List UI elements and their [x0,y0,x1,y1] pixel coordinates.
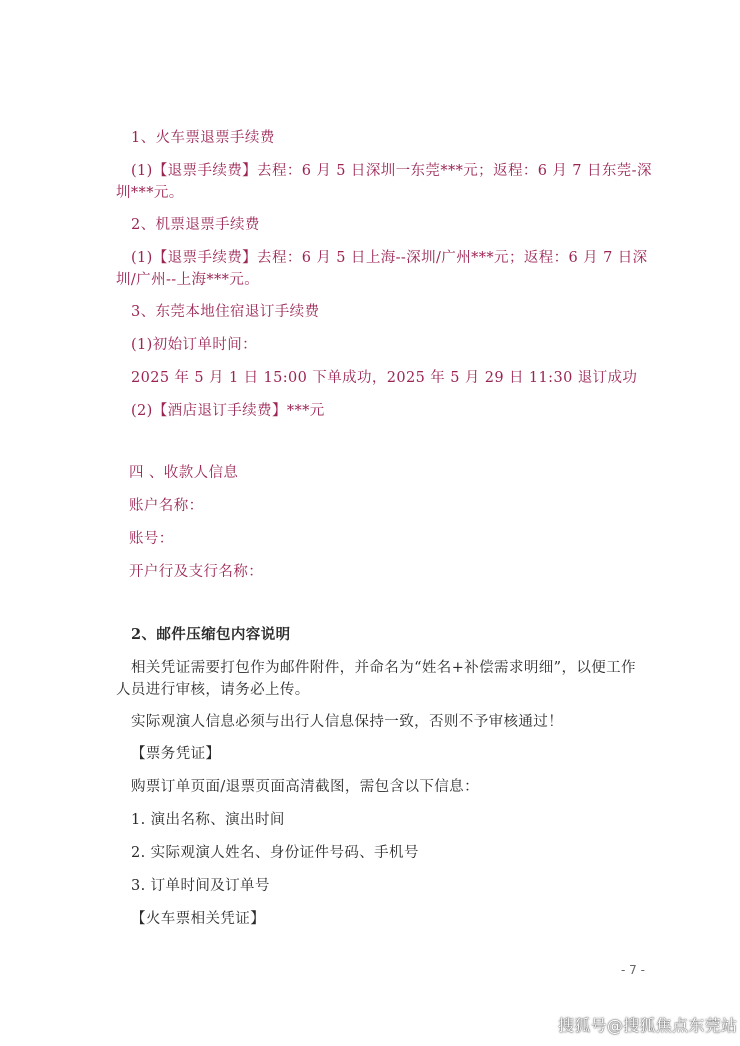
train-refund-line-1: (1)【退票手续费】去程：6 月 5 日深圳一东莞***元；返程：6 月 7 日东莞-深 [131,163,652,179]
email-section-heading: 2、邮件压缩包内容说明 [131,626,291,643]
flight-refund-line-1: (1)【退票手续费】去程：6 月 5 日上海--深圳/广州***元；返程：6 月 7 日深 [131,250,648,266]
flight-refund-heading: 2、机票退票手续费 [131,217,260,233]
flight-refund-line-2: 圳/广州--上海***元。 [116,272,260,288]
page-number: - 7 - [621,963,645,977]
email-para1-line-2: 人员进行审核，请务必上传。 [116,682,310,698]
hotel-order-time-label: (1)初始订单时间： [131,337,258,353]
email-para2: 实际观演人信息必须与出行人信息保持一致，否则不予审核通过！ [131,714,564,730]
hotel-refund-heading: 3、东莞本地住宿退订手续费 [131,304,320,320]
train-refund-heading: 1、火车票退票手续费 [131,130,275,146]
ticket-proof-desc: 购票订单页面/退票页面高清截图，需包含以下信息： [131,779,479,795]
ticket-proof-item-1: 1. 演出名称、演出时间 [131,812,285,828]
payee-heading: 四 、收款人信息 [129,465,239,481]
watermark: 搜狐号@搜狐焦点东莞站 [558,1016,738,1035]
hotel-order-time-value: 2025 年 5 月 1 日 15:00 下单成功，2025 年 5 月 29 日 11:30 退订成功 [131,370,638,386]
ticket-proof-item-3: 3. 订单时间及订单号 [131,878,270,894]
train-refund-line-2: 圳***元。 [116,185,184,201]
payee-account-name: 账户名称： [129,498,204,514]
payee-bank: 开户行及支行名称： [129,564,264,580]
ticket-proof-item-2: 2. 实际观演人姓名、身份证件号码、手机号 [131,845,419,861]
train-proof-heading: 【火车票相关凭证】 [131,911,266,927]
payee-account-number: 账号： [129,531,174,547]
email-para1-line-1: 相关凭证需要打包作为邮件附件，并命名为“姓名+补偿需求明细”，以便工作 [131,660,636,676]
ticket-proof-heading: 【票务凭证】 [131,746,221,762]
hotel-refund-fee: (2)【酒店退订手续费】***元 [131,403,325,419]
